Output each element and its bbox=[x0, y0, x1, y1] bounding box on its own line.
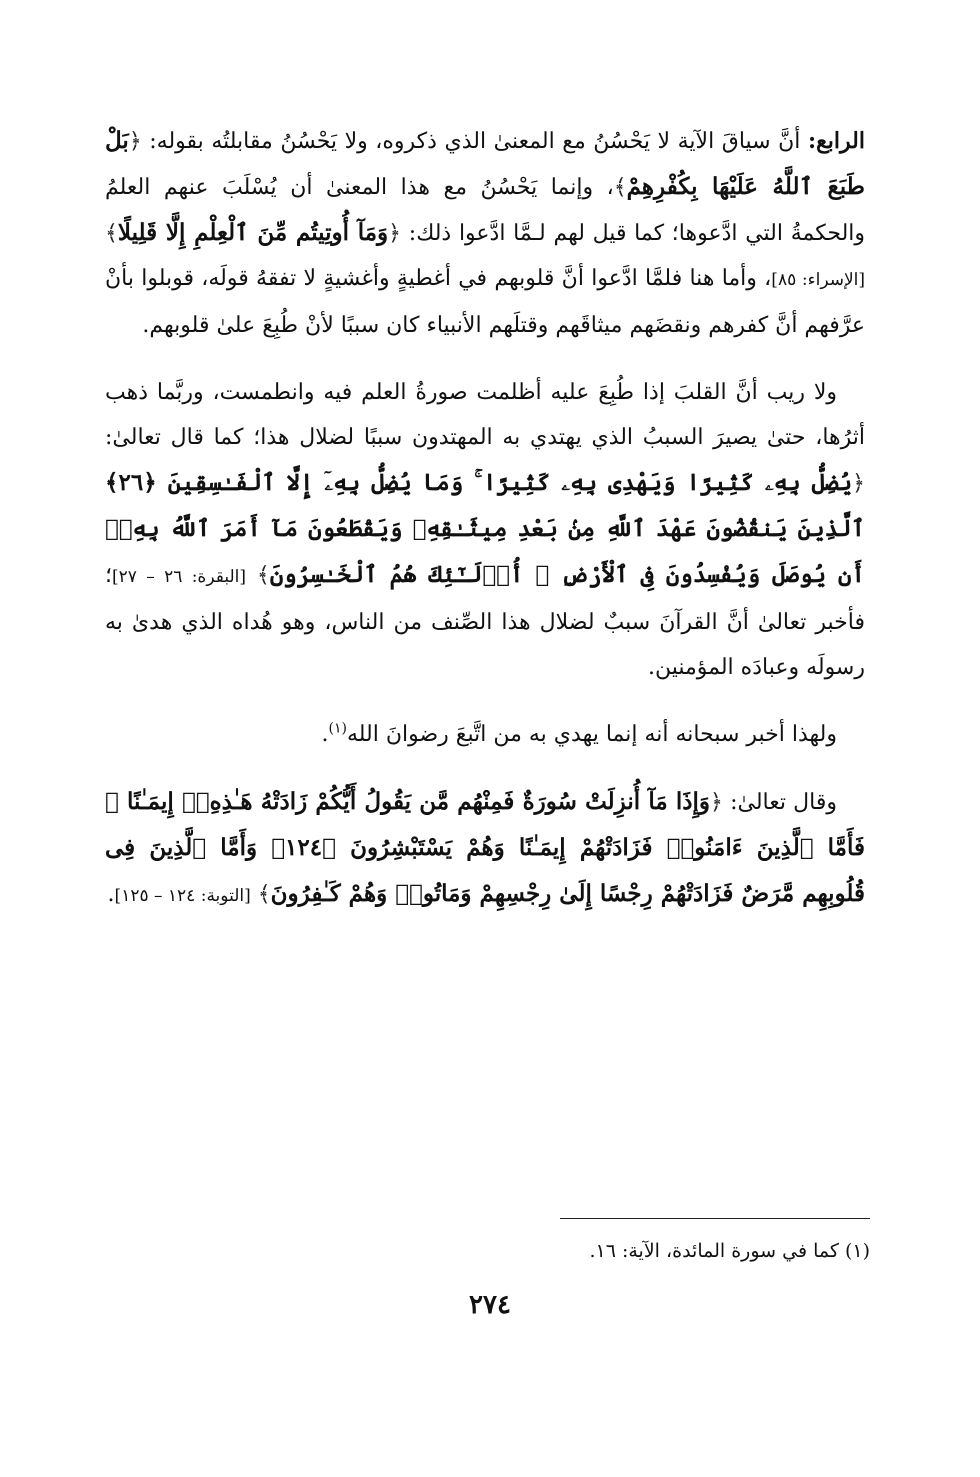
footnote-divider bbox=[560, 1218, 870, 1219]
quran-open-bracket: ﴿ bbox=[852, 471, 865, 496]
page-body bbox=[105, 118, 865, 941]
paragraph-3 bbox=[105, 712, 865, 757]
body-text: وقال تعالىٰ: bbox=[722, 790, 837, 815]
verse-reference: [البقرة: ٢٦ – ٢٧] bbox=[112, 567, 246, 587]
quran-verse: بَلْ طَبَعَ ٱللَّهُ عَلَيْهَا بِكُفْرِهِمْ bbox=[105, 127, 865, 200]
quran-close-bracket: ﴾ bbox=[257, 882, 271, 907]
quran-close-bracket: ﴾ bbox=[256, 563, 270, 588]
quran-close-bracket: ﴾ bbox=[105, 221, 118, 246]
page-number: ٢٧٤ bbox=[469, 1290, 511, 1320]
body-text: ولا ريب أنَّ القلبَ إذا طُبِعَ عليه أظلمت صورةُ العلم فيه وانطمست، وربَّما ذهب أثرُها، حتىٰ يصيرَ السببُ الذي يهتدي به المهتدون سببًا لضلال هذا؛ كما قال تعالىٰ: bbox=[105, 380, 865, 450]
quran-close-bracket: ﴾ bbox=[613, 175, 627, 200]
body-text: ، وأما هنا فلمَّا ادَّعوا أنَّ قلوبهم في أغطيةٍ وأغشيةٍ لا تفقهُ قولَه، قوبلوا بأنْ عرَّفهم أنَّ كفرهم ونقضَهم ميثاقَهم وقتلَهم الأنبياء كان سببًا لأنْ طُبِعَ علىٰ قلوبهم. bbox=[105, 266, 865, 338]
quran-verse: وَإِذَا مَآ أُنزِلَتْ سُورَةٌ فَمِنْهُم مَّن يَقُولُ أَيُّكُمْ زَادَتْهُ هَـٰذِهِۦٓ إِيمَـٰنًا ۚ فَأَمَّا ٱلَّذِينَ ءَامَنُوا۟ فَزَادَتْهُمْ إِيمَـٰنًا وَهُمْ يَسْتَبْشِرُونَ ﴿١٢٤﴾ وَأَمَّا ٱلَّذِينَ فِى قُلُوبِهِم مَّرَضٌ فَزَادَتْهُمْ رِجْسًا إِلَىٰ رِجْسِهِمْ وَمَاتُوا۟ وَهُمْ كَـٰفِرُونَ bbox=[105, 788, 865, 907]
paragraph-4 bbox=[105, 779, 865, 919]
quran-open-bracket: ﴿ bbox=[710, 790, 723, 815]
verse-reference: [الإسراء: ٨٥] bbox=[771, 270, 866, 290]
body-text: أنَّ سياقَ الآية لا يَحْسُنُ مع المعنىٰ الذي ذكروه، ولا يَحْسُنُ مقابلتُه بقوله: bbox=[141, 129, 808, 154]
body-text: . bbox=[107, 882, 115, 907]
quran-open-bracket: ﴿ bbox=[388, 221, 402, 246]
footnote-marker: (١) bbox=[328, 720, 347, 737]
body-text: . bbox=[321, 722, 329, 747]
footnote: (١) كما في سورة المائدة، الآية: ١٦. bbox=[589, 1240, 870, 1262]
quran-verse: يُضِلُّ بِهِۦ كَثِيرًا وَيَهْدِى بِهِۦ كَثِيرًا ۚ وَمَا يُضِلُّ بِهِۦٓ إِلَّا ٱلْفَـٰسِقِينَ ﴿٢٦﴾ ٱلَّذِينَ يَنقُضُونَ عَهْدَ ٱللَّهِ مِنۢ بَعْدِ مِيثَـٰقِهِۦ وَيَقْطَعُونَ مَآ أَمَرَ ٱللَّهُ بِهِۦٓ أَن يُوصَلَ وَيُفْسِدُونَ فِى ٱلْأَرْضِ ۚ أُو۟لَـٰٓئِكَ هُمُ ٱلْخَـٰسِرُونَ bbox=[105, 469, 865, 588]
paragraph-2 bbox=[105, 370, 865, 690]
paragraph-lead: الرابع: bbox=[807, 128, 865, 154]
body-text: ، وإنما يَحْسُنُ مع هذا المعنىٰ أن يُسْلَبَ عنهم العلمُ والحكمةُ التي ادَّعوها؛ كما قيل لهم لـمَّا ادَّعوا ذلك: bbox=[105, 175, 866, 246]
paragraph-1 bbox=[105, 118, 865, 348]
body-text: ولهذا أخبر سبحانه أنه إنما يهدي به من اتَّبعَ رضوانَ الله bbox=[346, 722, 837, 747]
quran-open-bracket: ﴿ bbox=[128, 129, 142, 154]
quran-verse: وَمَآ أُوتِيتُم مِّنَ ٱلْعِلْمِ إِلَّا قَلِيلًا bbox=[117, 219, 389, 246]
body-text: ؛ فأخبر تعالىٰ أنَّ القرآنَ سببٌ لضلال هذا الصِّنف من الناس، وهو هُداه الذي هدىٰ به رسولَه وعبادَه المؤمنين. bbox=[105, 563, 865, 680]
verse-reference: [التوبة: ١٢٤ – ١٢٥] bbox=[114, 886, 251, 906]
